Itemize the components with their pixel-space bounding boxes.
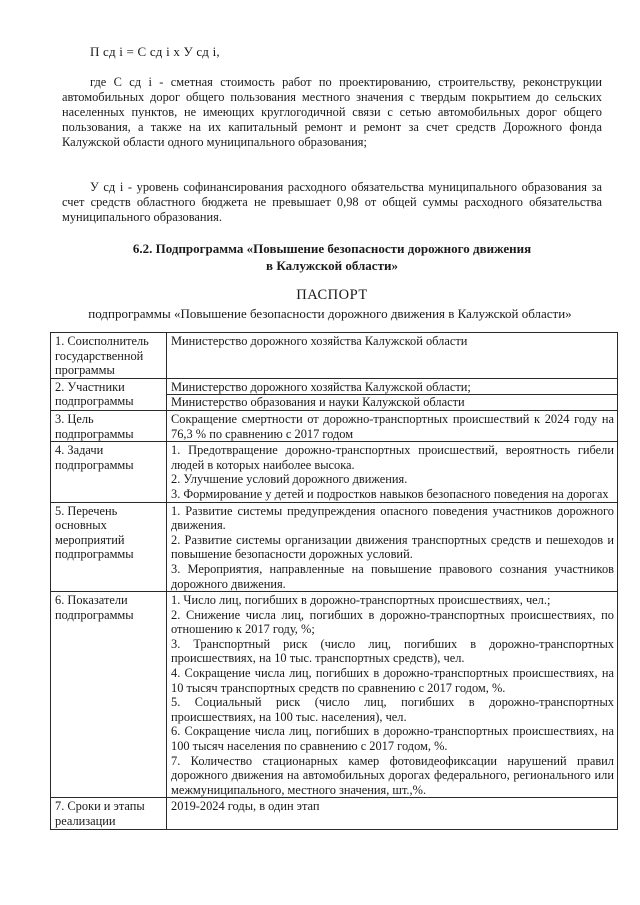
formula: П сд і = С сд і х У сд і, — [90, 44, 220, 59]
row-label-timeline: 7. Сроки и этапы реализации — [51, 798, 167, 829]
row-label-tasks: 4. Задачи подпрограммы — [51, 442, 167, 502]
value-line: 6. Сокращение числа лиц, погибших в дорожно-транспортных происшествиях, на 100 тысяч населения по сравнению с 2017 годом, %. — [171, 724, 614, 754]
paragraph-cost-text: где С сд і - сметная стоимость работ по проектированию, строительству, реконструкции автомобильных дорог общего пользования местного значения с твердым покрытием до сельских населенных пунктов, не имеющих круглогодичной связи с сетью автомобильных дорог общего пользования, а также на их капитальный ремонт и ремонт за счет средств Дорожного фонда Калужской области одного муниципального образования; — [62, 75, 602, 149]
row-value-tasks — [167, 442, 618, 502]
paragraph-cost-definition — [62, 75, 602, 150]
value-line: 1. Число лиц, погибших в дорожно-транспортных происшествиях, чел.; — [171, 593, 551, 608]
value-line: 2. Снижение числа лиц, погибших в дорожно-транспортных происшествиях, по отношению к 2017 году, %; — [171, 607, 614, 637]
row-label-participants: 2. Участники подпрограммы — [51, 378, 167, 410]
row-value-participants — [167, 378, 618, 410]
value-line: 2. Развитие системы организации движения транспортных средств и пешеходов и повышение безопасности дорожных условий. — [171, 532, 614, 562]
value-line: 3. Мероприятия, направленные на повышение правового сознания участников дорожного движения. — [171, 561, 614, 591]
table-row — [51, 502, 618, 592]
value-line: 3. Формирование у детей и подростков навыков безопасного поведения на дорогах — [171, 486, 609, 501]
passport-title: ПАСПОРТ — [296, 287, 368, 303]
value-line: 2019-2024 годы, в один этап — [171, 799, 320, 814]
row-value-coexecutor — [167, 333, 618, 379]
table-row — [51, 378, 618, 410]
value-line: 3. Транспортный риск (число лиц, погибших в дорожно-транспортных происшествиях, на 10 тыс. транспортных средств), чел. — [171, 636, 614, 666]
table-row — [51, 333, 618, 379]
subprogram-heading — [62, 240, 602, 274]
row-label-goal: 3. Цель подпрограммы — [51, 410, 167, 441]
row-label-indicators: 6. Показатели подпрограммы — [51, 592, 167, 798]
value-line: Министерство дорожного хозяйства Калужской области; — [171, 379, 471, 394]
value-line: 1. Предотвращение дорожно-транспортных происшествий, вероятность гибели людей в которых наиболее высока. — [171, 443, 614, 472]
value-line: Министерство дорожного хозяйства Калужской области — [171, 334, 468, 348]
row-value-indicators — [167, 592, 618, 798]
value-line: Министерство образования и науки Калужской области — [167, 394, 617, 410]
row-label-coexecutor: 1. Соисполнитель государственной программы — [51, 333, 167, 379]
value-line: Сокращение смертности от дорожно-транспортных происшествий к 2024 году на 76,3 % по сравнению с 2017 годом — [171, 411, 614, 441]
value-line: 1. Развитие системы предупреждения опасного поведения участников дорожного движения. — [171, 503, 614, 533]
table-row — [51, 798, 618, 829]
subprogram-heading-line-2: в Калужской области» — [266, 258, 398, 273]
value-line: 5. Социальный риск (число лиц, погибших в дорожно-транспортных происшествиях, на 100 тыс. населения), чел. — [171, 695, 614, 724]
row-value-measures — [167, 502, 618, 592]
passport-subtitle: подпрограммы «Повышение безопасности дорожного движения в Калужской области» — [88, 306, 572, 321]
passport-table — [50, 332, 618, 830]
value-line: 7. Количество стационарных камер фотовидеофиксации нарушений правил дорожного движения на автомобильных дорогах федерального, регионального или межмуниципального, местного значения, шт.,%. — [171, 753, 614, 797]
value-line: 4. Сокращение числа лиц, погибших в дорожно-транспортных происшествиях, на 10 тысяч транспортных средств по сравнению с 2017 годом, %. — [171, 666, 614, 695]
row-value-goal — [167, 410, 618, 441]
paragraph-cofinancing — [62, 180, 602, 225]
table-row — [51, 592, 618, 798]
paragraph-cofinancing-text: У сд і - уровень софинансирования расходного обязательства муниципального образования за счет средств областного бюджета не превышает 0,98 от общей суммы расходного обязательства муниципального образования. — [62, 180, 602, 224]
row-label-measures: 5. Перечень основных мероприятий подпрограммы — [51, 502, 167, 592]
table-row — [51, 410, 618, 441]
value-line: 2. Улучшение условий дорожного движения. — [171, 472, 408, 487]
subprogram-heading-line-1: 6.2. Подпрограмма «Повышение безопасности дорожного движения — [132, 241, 532, 256]
table-row — [51, 442, 618, 502]
row-value-timeline — [167, 798, 618, 829]
